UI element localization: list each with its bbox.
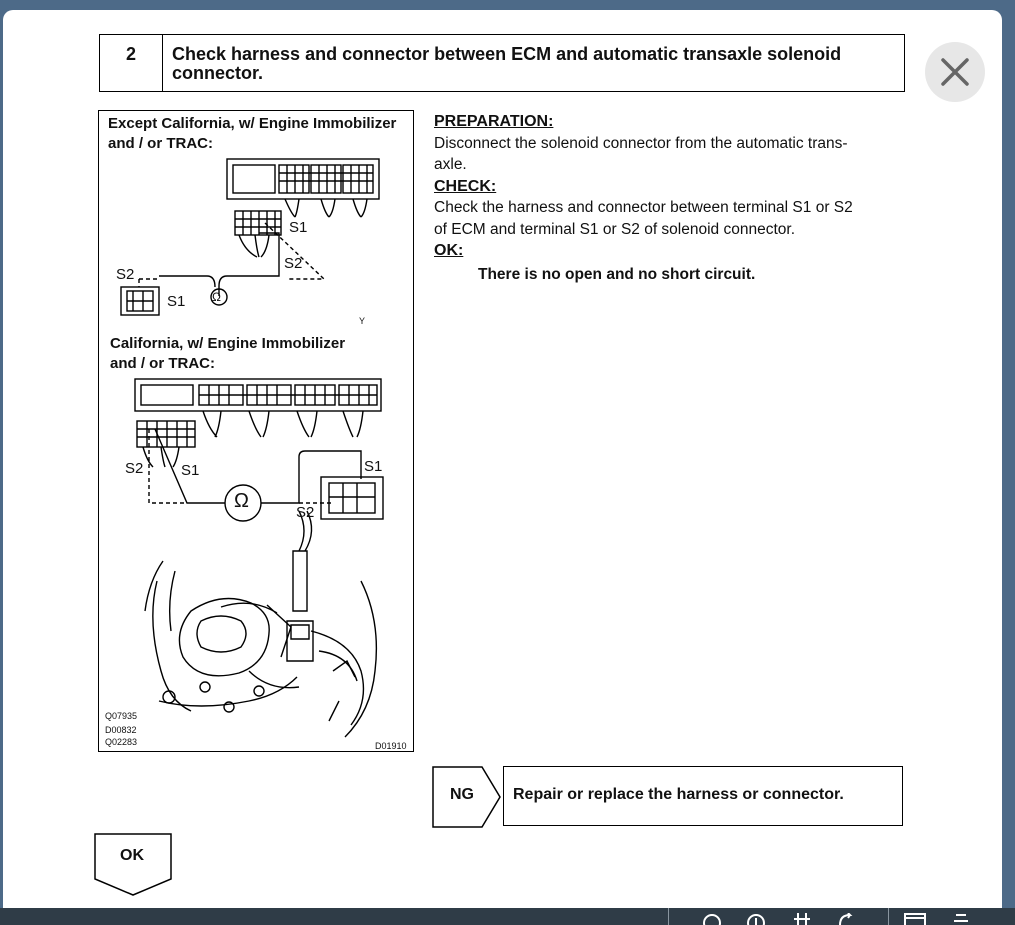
ecm-plug-harness-1 [239, 235, 269, 257]
ecm-connector-blank-1 [233, 165, 275, 193]
step-header [99, 34, 905, 92]
terminal-s2-label-1: S2 [284, 255, 303, 272]
step-number: 2 [100, 35, 163, 91]
figure-code-3: Q02283 [105, 737, 138, 747]
terminal-s2-label-3: S2 [125, 460, 144, 477]
zoom-out-icon[interactable] [702, 913, 722, 925]
toolbar-separator [668, 908, 669, 925]
figure-code-right: D01910 [375, 741, 407, 751]
figure-label-top: Except California, w/ Engine Immobilizer and / or TRAC: [108, 115, 397, 152]
terminal-s1-label-4: S1 [364, 458, 383, 475]
rotate-icon[interactable] [836, 913, 856, 925]
document-viewer [3, 10, 1002, 925]
ok-arrow-shape [94, 833, 174, 897]
step-title-line-2: connector. [172, 63, 264, 83]
terminal-s1-label-2: S1 [167, 293, 186, 310]
ecm-harness-2 [203, 411, 363, 437]
ecm-harness-1 [285, 199, 367, 217]
page-view-icon[interactable] [904, 913, 926, 925]
check-text-2: of ECM and terminal S1 or S2 of solenoid connector. [434, 220, 796, 238]
wiring-figure [98, 110, 414, 752]
check-text-1: Check the harness and connector between terminal S1 or S2 [434, 199, 853, 216]
ecm-connector-blank-2 [141, 385, 193, 405]
wire-s1-1 [219, 233, 279, 296]
close-icon [940, 57, 970, 87]
preparation-text-2: axle. [434, 156, 467, 173]
zoom-in-icon[interactable] [746, 913, 766, 925]
terminal-s2-label-4: S2 [296, 504, 315, 521]
ecm-connector-pins-2 [199, 385, 377, 405]
transaxle-illustration [145, 511, 376, 737]
step-title [172, 45, 892, 83]
preparation-text-1: Disconnect the solenoid connector from the automatic trans- [434, 134, 848, 152]
terminal-s2-label-2: S2 [116, 266, 135, 283]
instructions [434, 111, 912, 285]
figure-code-2: D00832 [105, 725, 137, 735]
ohm-symbol-1: Ω [212, 290, 221, 304]
figure-code-1: Q07935 [105, 711, 138, 721]
preparation-heading: PREPARATION: [434, 113, 554, 130]
ohm-symbol-2: Ω [234, 490, 249, 512]
toolbar-separator [888, 908, 889, 925]
check-heading: CHECK: [434, 177, 497, 195]
wiring-diagram [99, 111, 412, 750]
step-title-line-1: Check harness and connector between ECM and automatic transaxle solenoid [172, 44, 842, 64]
terminal-s1-label-1: S1 [289, 219, 308, 236]
ok-label: OK [120, 847, 144, 864]
ok-condition: There is no open and no short circuit. [478, 265, 756, 283]
fit-width-icon[interactable] [792, 913, 812, 925]
ok-heading: OK: [434, 242, 464, 259]
ecm-connector-pins-1 [279, 165, 373, 193]
terminal-s1-label-3: S1 [181, 462, 200, 479]
ecm-plug-1 [235, 211, 281, 235]
ng-label: NG [450, 786, 474, 803]
close-button[interactable] [925, 42, 985, 102]
download-icon[interactable] [952, 913, 970, 925]
figure-label-middle: California, w/ Engine Immobilizer and / or TRAC: [110, 335, 346, 372]
stray-mark: Y [359, 316, 366, 326]
viewer-toolbar [0, 908, 1015, 925]
ng-action-box: Repair or replace the harness or connector. [503, 766, 903, 826]
